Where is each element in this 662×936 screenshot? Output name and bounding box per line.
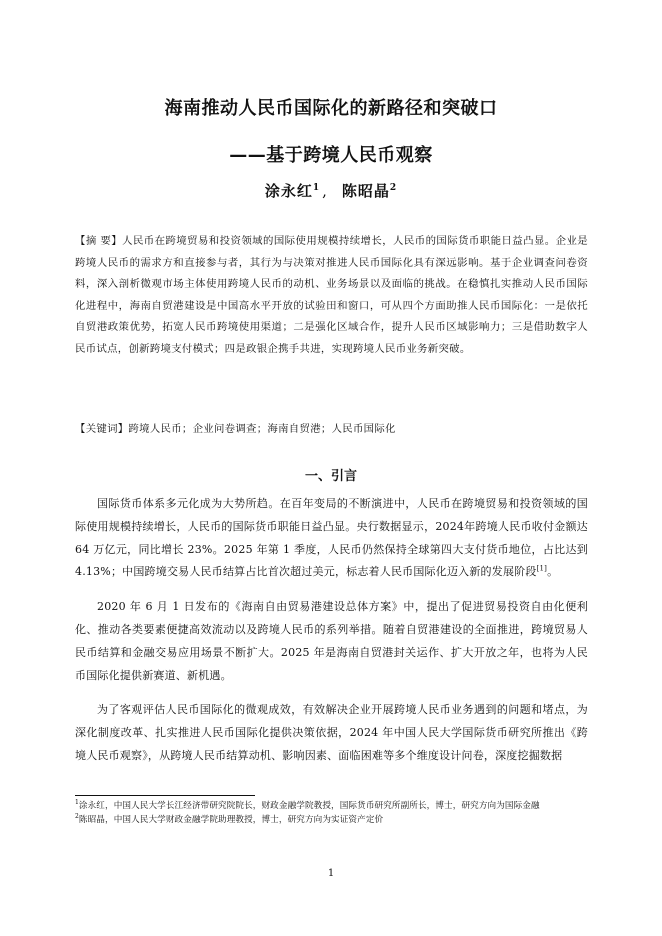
footnote-divider [75,795,255,796]
paragraph [75,493,588,584]
author-name: 陈昭晶 [341,182,390,200]
footnote-text: 涂永红，中国人民大学长江经济带研究院院长，财政金融学院教授，国际货币研究所副所长，博士，研究方向为国际金融 [78,801,540,811]
author-line [0,180,662,201]
paragraph-text: 为了客观评估人民币国际化的微观成效，有效解决企业开展跨境人民币业务遇到的问题和堵点，为深化制度改革、扎实推进人民币国际化提供决策依据，2024 年中国人民大学国际货币研究所推出《跨境人民币观察》，从跨境人民币结算动机、影响因素、面临困难等多个维度设计问卷，深度挖掘数据 [75,703,588,762]
abstract [75,231,588,361]
footnote-text: 陈昭晶，中国人民大学财政金融学院助理教授，博士，研究方向为实证资产定价 [78,814,384,825]
paragraph-text: 国际货币体系多元化成为大势所趋。在百年变局的不断演进中，人民币在跨境贸易和投资领域的国际使用规模持续增长，人民币的国际货币职能日益凸显。央行数据显示，2024年跨境人民币收付金额达 64 万亿元，同比增长 23%。2025 年第 1 季度，人民币仍然保持全球第四大支付货币地位，占比达到 4.13%；中国跨境交易人民币结算占比首次超过美元，标志着人民币国际化迈入新的发展阶段 [75,497,588,579]
footnote [75,800,588,814]
paragraph-tail: 。 [547,565,559,579]
author-footnote-mark: 2 [389,183,398,193]
body-text [75,493,588,780]
abstract-text: 人民币在跨境贸易和投资领域的国际使用规模持续增长，人民币的国际货币职能日益凸显。企业是跨境人民币的需求方和直接参与者，其行为与决策对推进人民币国际化具有深远影响。基于企业调查问卷资料，深入剖析微观市场主体使用跨境人民币的动机、业务场景以及面临的挑战。在稳慎扎实推动人民币国际化进程中，海南自贸港建设是中国高水平开放的试验田和窗口，可从四个方面助推人民币国际化：一是依托自贸港政策优势，拓宽人民币跨境使用渠道；二是强化区域合作，提升人民币区域影响力；三是借助数字人民币试点，创新跨境支付模式；四是政银企携手共进，实现跨境人民币业务新突破。 [75,235,588,355]
section-heading: 一、引言 [304,469,357,484]
author-separator: , [322,182,328,200]
footnotes [75,800,588,827]
page-number: 1 [327,868,335,879]
author-footnote-mark: 1 [312,183,321,193]
keywords-label: 【关键词】 [75,423,129,435]
citation-ref[interactable]: [1] [536,564,548,573]
keywords-text: 跨境人民币；企业问卷调查；海南自贸港；人民币国际化 [128,423,396,435]
footnote-mark: 1 [75,799,79,807]
paper-subtitle: ——基于跨境人民币观察 [229,145,433,166]
author-name: 涂永红 [264,182,313,200]
footnote-mark: 2 [75,812,79,820]
paragraph [75,699,588,767]
abstract-label: 【摘 要】 [75,235,123,247]
paper-title: 海南推动人民币国际化的新路径和突破口 [164,98,498,119]
footnote [75,814,588,828]
keywords [75,419,588,440]
paragraph [75,596,588,687]
paragraph-text: 2020 年 6 月 1 日发布的《海南自由贸易港建设总体方案》中，提出了促进贸易投资自由化便利化、推动各类要素便捷高效流动以及跨境人民币的系列举措。随着自贸港建设的全面推进，跨境贸易人民币结算和金融交易应用场景不断扩大。2025 年是海南自贸港封关运作、扩大开放之年，也将为人民币国际化提供新赛道、新机遇。 [75,600,588,682]
